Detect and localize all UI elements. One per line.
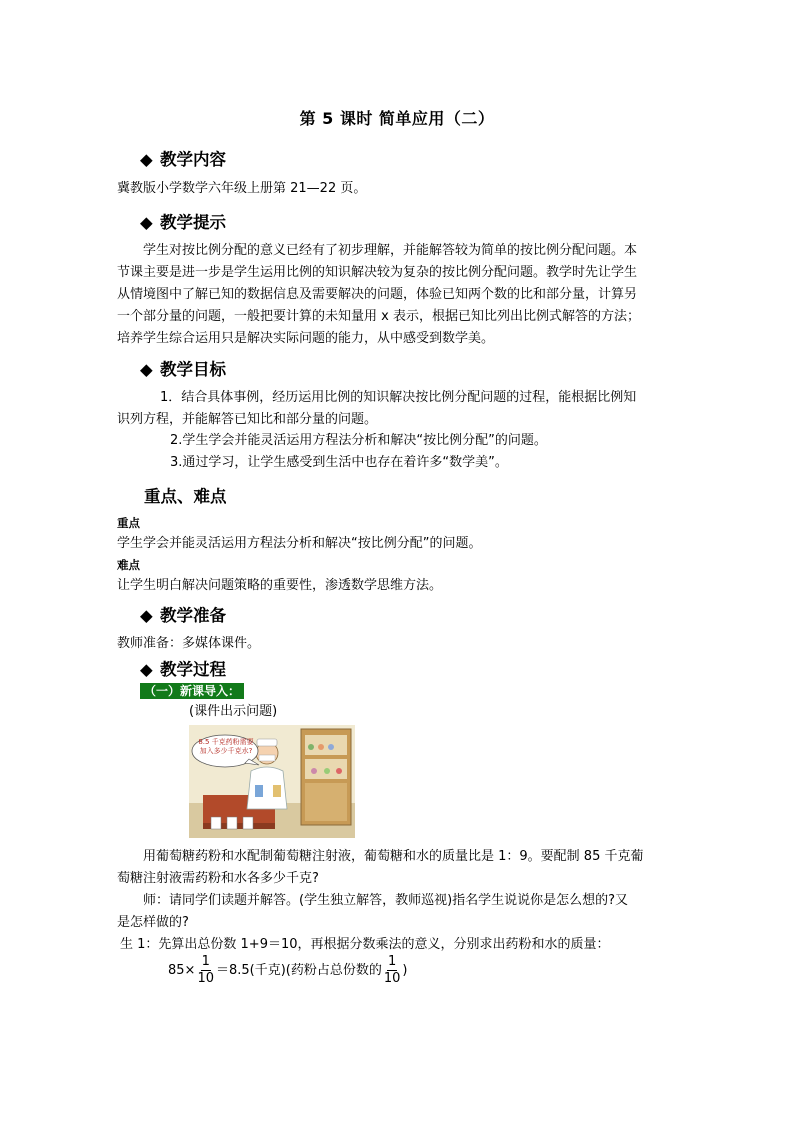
key-text: 学生学会并能灵活运用方程法分析和解决“按比例分配”的问题。 xyxy=(117,536,482,551)
formula-close: ) xyxy=(402,962,408,978)
fraction xyxy=(384,954,401,987)
goal-item-1-cont: 识列方程，并能解答已知比和部分量的问题。 xyxy=(117,412,378,427)
courseware-note: (课件出示问题) xyxy=(189,704,278,719)
heading-text: 教学过程 xyxy=(160,660,226,679)
fraction-numerator: 1 xyxy=(201,954,210,969)
hints-line: 从情境图中了解已知的数据信息及需要解决的问题，体验已知两个数的比和部分量，计算另 xyxy=(117,287,638,302)
diamond-bullet-icon: ◆ xyxy=(140,360,153,379)
key-label: 重点 xyxy=(117,516,140,530)
heading-text: 教学准备 xyxy=(160,606,226,625)
heading-text: 教学内容 xyxy=(160,150,226,169)
diamond-bullet-icon: ◆ xyxy=(140,213,153,232)
problem-line-1: 用葡萄糖药粉和水配制葡萄糖注射液，葡萄糖和水的质量比是 1：9。要配制 85 千克葡 xyxy=(143,849,644,864)
difficult-text: 让学生明白解决问题策略的重要性，渗透数学思维方法。 xyxy=(117,578,443,593)
heading-teaching-content xyxy=(140,146,226,170)
hints-line: 学生对按比例分配的意义已经有了初步理解，并能解答较为简单的按比例分配问题。本 xyxy=(143,243,638,258)
diamond-bullet-icon: ◆ xyxy=(140,660,153,679)
heading-text: 教学提示 xyxy=(160,213,226,232)
fraction-numerator: 1 xyxy=(388,954,397,969)
heading-teaching-prep xyxy=(140,602,226,626)
heading-teaching-hints xyxy=(140,209,226,233)
goal-item-1: 1．结合具体事例，经历运用比例的知识解决按比例分配问题的过程，能根据比例知 xyxy=(160,390,637,405)
hints-line: 培养学生综合运用只是解决实际问题的能力，从中感受到数学美。 xyxy=(117,331,495,346)
diamond-bullet-icon: ◆ xyxy=(140,606,153,625)
hints-line: 一个部分量的问题，一般把要计算的未知量用 x 表示，根据已知比列出比例式解答的方法； xyxy=(117,309,640,324)
problem-line-2: 萄糖注射液需药粉和水各多少千克? xyxy=(117,871,319,886)
prep-text: 教师准备：多媒体课件。 xyxy=(117,636,261,651)
teacher-line-2: 是怎样做的? xyxy=(117,915,189,930)
heading-text: 教学目标 xyxy=(160,360,226,379)
content-text: 冀教版小学数学六年级上册第 21—22 页。 xyxy=(117,181,367,196)
pharmacist-illustration xyxy=(189,725,355,838)
fraction-denominator: 10 xyxy=(197,971,214,986)
diamond-bullet-icon: ◆ xyxy=(140,150,153,169)
goal-item-2: 2.学生学会并能灵活运用方程法分析和解决“按比例分配”的问题。 xyxy=(170,433,547,448)
formula-line xyxy=(168,954,408,987)
teacher-line-1: 师：请同学们读题并解答。(学生独立解答，教师巡视)指名学生说说你是怎么想的?又 xyxy=(143,893,629,908)
heading-key-difficult: 重点、难点 xyxy=(144,487,227,506)
student-1-answer: 生 1：先算出总份数 1+9＝10，再根据分数乘法的意义，分别求出药粉和水的质量： xyxy=(120,937,610,952)
fraction xyxy=(197,954,214,987)
goal-item-3: 3.通过学习，让学生感受到生活中也存在着许多“数学美”。 xyxy=(170,455,508,470)
formula-lead: 85× xyxy=(168,962,196,978)
heading-teaching-process xyxy=(140,656,226,680)
formula-result: ＝8.5(千克)(药粉占总份数的 xyxy=(215,962,382,978)
fraction-denominator: 10 xyxy=(383,971,401,986)
hints-paragraph xyxy=(117,240,679,350)
section-label-intro: （一）新课导入： xyxy=(140,683,244,699)
heading-teaching-goals xyxy=(140,356,226,380)
difficult-label: 难点 xyxy=(117,558,140,572)
page-title: 第 5 课时 简单应用（二） xyxy=(299,109,495,128)
hints-line: 节课主要是进一步是学生运用比例的知识解决较为复杂的按比例分配问题。教学时先让学生 xyxy=(117,265,638,280)
speech-bubble-text: 8.5 千克药粉需要加入多少千克水? xyxy=(198,738,254,755)
